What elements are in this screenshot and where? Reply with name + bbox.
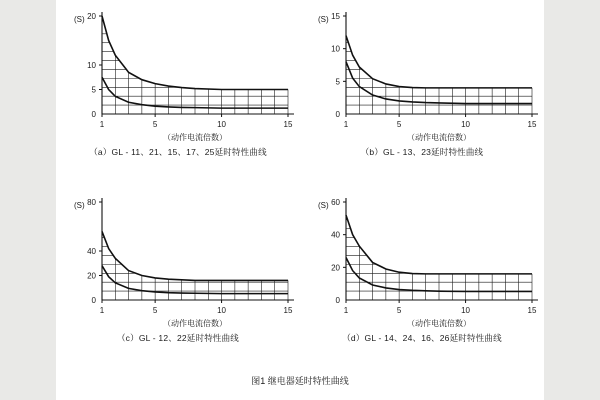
svg-text:1: 1 xyxy=(99,120,105,129)
figure-title: 图1 继电器延时特性曲线 xyxy=(251,376,349,386)
svg-text:（动作电流倍数）: （动作电流倍数） xyxy=(163,319,227,328)
svg-text:0: 0 xyxy=(335,296,340,305)
chart-b xyxy=(300,4,544,144)
chart-caption-b: （b）GL - 13、23延时特性曲线 xyxy=(360,147,484,157)
svg-text:（动作电流倍数）: （动作电流倍数） xyxy=(163,133,227,142)
chart-a xyxy=(56,4,300,144)
svg-text:40: 40 xyxy=(331,230,340,240)
left-background-band xyxy=(0,0,56,400)
svg-text:20: 20 xyxy=(331,263,340,273)
svg-text:15: 15 xyxy=(283,306,293,315)
svg-text:20: 20 xyxy=(87,271,96,281)
chart-caption-d: （d）GL - 14、24、16、26延时特性曲线 xyxy=(342,333,502,343)
svg-text:（动作电流倍数）: （动作电流倍数） xyxy=(407,319,471,328)
svg-text:10: 10 xyxy=(217,306,227,315)
chart-caption-c: （c）GL - 12、22延时特性曲线 xyxy=(116,333,240,343)
svg-text:40: 40 xyxy=(87,247,96,256)
svg-text:(S): (S) xyxy=(74,201,85,210)
svg-text:15: 15 xyxy=(283,120,293,129)
svg-text:1: 1 xyxy=(343,120,349,129)
svg-text:5: 5 xyxy=(152,306,158,315)
svg-text:（动作电流倍数）: （动作电流倍数） xyxy=(407,133,471,142)
svg-text:15: 15 xyxy=(527,120,537,129)
svg-text:1: 1 xyxy=(99,306,105,315)
svg-text:10: 10 xyxy=(461,120,471,129)
svg-text:10: 10 xyxy=(331,44,340,54)
right-background-band xyxy=(544,0,600,400)
svg-text:80: 80 xyxy=(87,198,96,207)
svg-text:15: 15 xyxy=(527,306,537,315)
svg-text:5: 5 xyxy=(335,77,340,87)
figure-plate xyxy=(56,0,544,400)
svg-text:0: 0 xyxy=(91,296,96,305)
svg-text:20: 20 xyxy=(87,12,96,21)
svg-text:(S): (S) xyxy=(318,15,329,24)
svg-text:5: 5 xyxy=(396,120,402,129)
chart-cell-d xyxy=(300,190,544,368)
chart-caption-a: （a）GL - 11、21、15、17、25延时特性曲线 xyxy=(89,147,267,157)
chart-d xyxy=(300,190,544,330)
svg-text:10: 10 xyxy=(217,120,227,129)
svg-text:0: 0 xyxy=(335,110,340,119)
chart-c xyxy=(56,190,300,330)
svg-text:10: 10 xyxy=(87,61,96,70)
svg-text:(S): (S) xyxy=(318,201,329,210)
svg-text:10: 10 xyxy=(461,306,471,315)
chart-cell-a xyxy=(56,4,300,182)
svg-text:5: 5 xyxy=(91,85,96,95)
svg-text:1: 1 xyxy=(343,306,349,315)
svg-text:60: 60 xyxy=(331,198,340,207)
svg-text:5: 5 xyxy=(152,120,158,129)
chart-cell-b xyxy=(300,4,544,182)
svg-text:5: 5 xyxy=(396,306,402,315)
svg-text:(S): (S) xyxy=(74,15,85,24)
chart-cell-c xyxy=(56,190,300,368)
svg-text:15: 15 xyxy=(331,12,340,21)
svg-text:0: 0 xyxy=(91,110,96,119)
